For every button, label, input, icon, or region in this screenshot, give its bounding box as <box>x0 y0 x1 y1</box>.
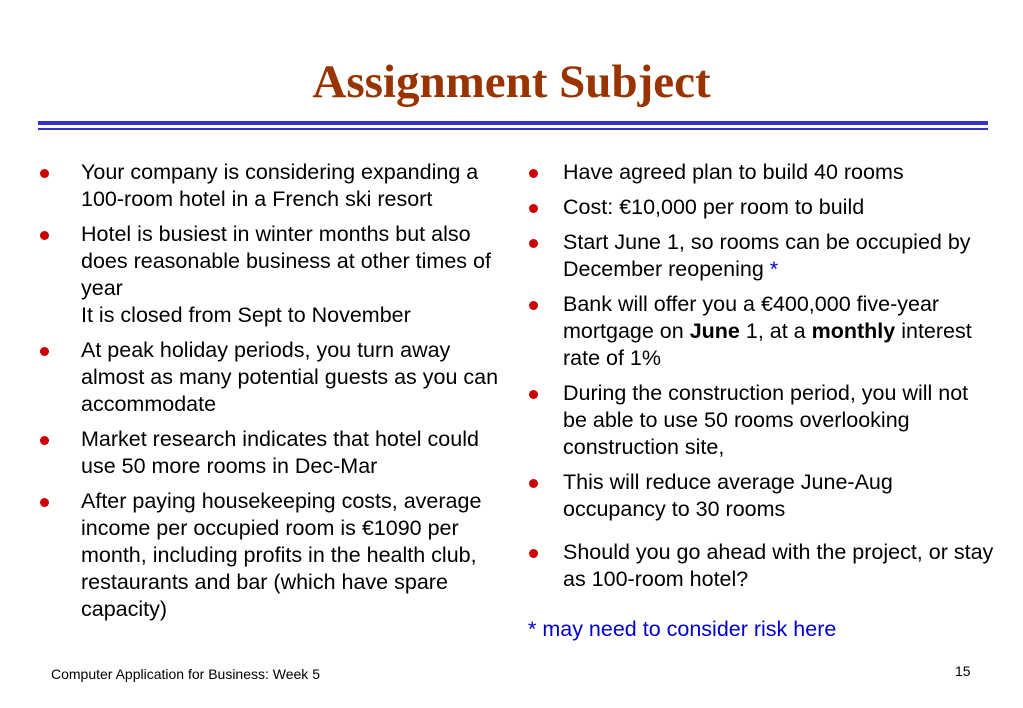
risk-note: * may need to consider risk here <box>528 617 837 641</box>
page-number: 15 <box>955 663 971 679</box>
list-item: Your company is considering expanding a 100-room hotel in a French ski resort <box>40 159 518 213</box>
list-item: Bank will offer you a €400,000 five-year mortgage on June 1, at a monthly interest rate of 1% <box>525 291 995 372</box>
list-item: After paying housekeeping costs, average income per occupied room is €1090 per month, including profits in the health club, restaurants and bar (which have spare capacity) <box>40 488 518 623</box>
list-item: During the construction period, you will not be able to use 50 rooms overlooking construction site, <box>525 380 995 461</box>
bullet-icon <box>40 436 49 445</box>
list-item: Market research indicates that hotel could use 50 more rooms in Dec-Mar <box>40 426 518 480</box>
bullet-icon <box>529 301 538 310</box>
list-item: Cost: €10,000 per room to build <box>525 194 995 221</box>
bullet-icon <box>529 239 538 248</box>
list-item: Should you go ahead with the project, or stay as 100-room hotel? <box>525 539 995 593</box>
bullet-icon <box>529 204 538 213</box>
bullet-icon <box>529 169 538 178</box>
risk-asterisk: * <box>769 257 779 281</box>
bullet-icon <box>529 479 538 488</box>
list-item: Hotel is busiest in winter months but also does reasonable business at other times of year It is closed from Sept to November <box>40 221 518 329</box>
bullet-icon <box>40 498 49 507</box>
right-bullet-list <box>525 159 995 601</box>
slide-title: Assignment Subject <box>312 56 711 108</box>
bullet-icon <box>40 231 49 240</box>
list-item: Start June 1, so rooms can be occupied by December reopening * <box>525 229 995 283</box>
bullet-icon <box>40 347 49 356</box>
footer-text: Computer Application for Business: Week 5 <box>51 666 320 682</box>
title-underline-thick <box>38 121 988 125</box>
list-item: At peak holiday periods, you turn away almost as many potential guests as you can accommodate <box>40 337 518 418</box>
title-underline-thin <box>38 128 988 130</box>
bullet-icon <box>529 390 538 399</box>
left-bullet-list <box>40 159 518 631</box>
list-item: This will reduce average June-Aug occupancy to 30 rooms <box>525 469 995 523</box>
bullet-icon <box>529 549 538 558</box>
bullet-icon <box>40 169 49 178</box>
list-item: Have agreed plan to build 40 rooms <box>525 159 995 186</box>
